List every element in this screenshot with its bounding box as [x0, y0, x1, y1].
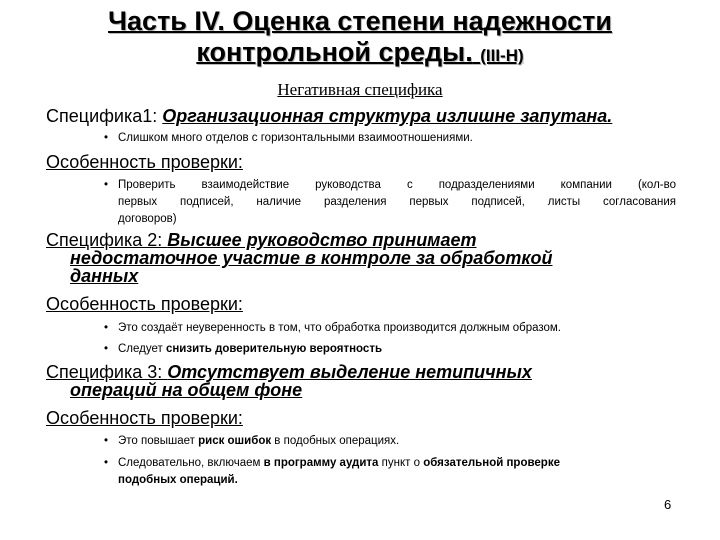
- check1-line-3: договоров): [118, 213, 177, 225]
- spec3-heading: [46, 364, 532, 381]
- check2-bullet-2-bold: снизить доверительную вероятность: [165, 343, 383, 355]
- title-line-1: Часть IV. Оценка степени надежности: [108, 6, 612, 36]
- bullet-icon: •: [104, 322, 109, 334]
- spec3-emphasis-1: Отсутствует выделение нетипичных: [167, 362, 532, 382]
- check3-bullet-1-end: в подобных операциях.: [271, 435, 400, 447]
- check3-bullet-2-p1: Следовательно, включаем: [118, 457, 264, 469]
- spec3-emphasis-2: операций на общем фоне: [70, 380, 303, 400]
- subtitle: Негативная специфика: [277, 80, 443, 99]
- check1-label: [46, 154, 243, 171]
- spec2-prefix: Специфика 2:: [46, 230, 168, 250]
- check1-bullet: [104, 177, 676, 228]
- check3-bullet-2-b2: обязательной проверке: [423, 457, 560, 469]
- check3-label: [46, 410, 243, 427]
- title-line-2-text: контрольной среды.: [196, 37, 473, 67]
- check3-bullet-2-b3: подобных операций.: [118, 474, 238, 486]
- bullet-icon: •: [104, 343, 109, 355]
- check3-bullet-1-bold: риск ошибок: [198, 435, 272, 447]
- spec2-heading: [46, 232, 477, 249]
- check3-bullet-1: [104, 433, 676, 450]
- check3-bullet-2-line-1: [118, 455, 676, 472]
- check2-label: [46, 296, 243, 313]
- check2-label-text: Особенность проверки:: [46, 294, 243, 314]
- check3-bullet-2-line-2: [118, 472, 676, 489]
- check3-bullet-1-text: Это повышает: [118, 435, 199, 447]
- spec2-emphasis-2: недостаточное участие в контроле за обработкой: [70, 248, 553, 268]
- check1-line-2: первых подписей, наличие разделения первых подписей, листы согласования: [118, 196, 676, 208]
- slide-title: [0, 6, 720, 71]
- check3-label-text: Особенность проверки:: [46, 408, 243, 428]
- spec1-bullet-text: Слишком много отделов с горизонтальными взаимоотношениями.: [118, 132, 473, 144]
- bullet-icon: •: [104, 179, 109, 191]
- spec2-emphasis-1: Высшее руководство принимает: [167, 230, 477, 250]
- check2-bullet-2-text: Следует: [118, 343, 166, 355]
- check1-label-text: Особенность проверки:: [46, 152, 243, 172]
- spec1-emphasis: Организационная структура излишне запутана.: [162, 106, 613, 126]
- check2-bullet-2: [104, 341, 676, 358]
- bullet-icon: •: [104, 132, 109, 144]
- section-code: (III-H): [480, 46, 524, 65]
- spec1-heading: [46, 108, 612, 125]
- bullet-icon: •: [104, 457, 109, 469]
- check3-bullet-2-b1: в программу аудита: [263, 457, 379, 469]
- spec1-bullet: [104, 130, 676, 147]
- check1-line-1: Проверить взаимодействие руководства с подразделениями компании (кол-во: [118, 179, 676, 191]
- check2-bullet-1: [104, 320, 676, 337]
- spec2-emphasis-3: данных: [70, 266, 139, 286]
- check2-bullet-1-text: Это создаёт неуверенность в том, что обработка производится должным образом.: [118, 322, 562, 334]
- title-line-2: [0, 37, 720, 71]
- bullet-icon: •: [104, 435, 109, 447]
- spec1-prefix: Специфика1:: [46, 106, 163, 126]
- check3-bullet-2-p2: пункт о: [378, 457, 424, 469]
- check3-bullet-2: [104, 455, 676, 489]
- page-number: 6: [664, 497, 672, 512]
- spec3-prefix: Специфика 3:: [46, 362, 168, 382]
